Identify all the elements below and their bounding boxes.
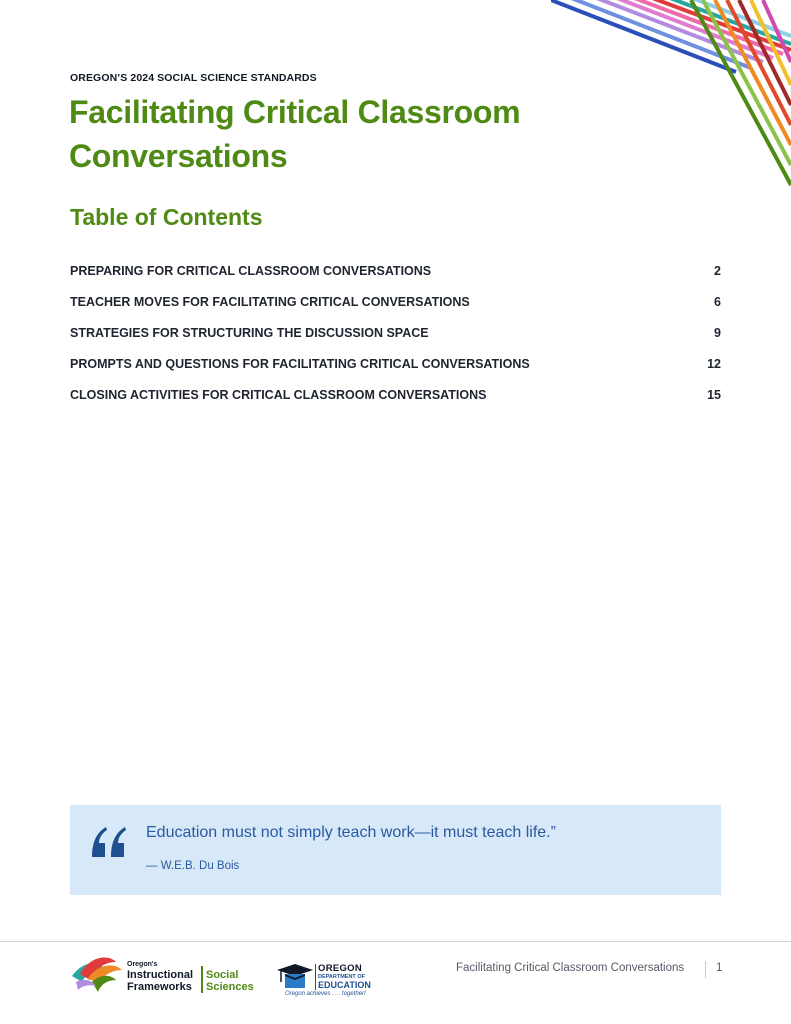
logo-small-text: Oregon's (127, 961, 158, 968)
ode-tagline: Oregon achieves . . . together! (285, 991, 366, 997)
table-of-contents (70, 255, 721, 410)
toc-entry-closing[interactable] (70, 379, 721, 410)
ode-education-text: EDUCATION (318, 980, 371, 990)
toc-entry-prompts[interactable] (70, 348, 721, 379)
instructional-frameworks-logo (70, 952, 260, 996)
quote-author: — W.E.B. Du Bois (146, 860, 240, 872)
logo-line1: Instructional (127, 969, 194, 981)
quote-callout (70, 805, 721, 895)
toc-entry-label: PROMPTS AND QUESTIONS FOR FACILITATING CRITICAL CONVERSATIONS (70, 356, 530, 371)
quote-mark-icon (88, 825, 128, 859)
page-title: Facilitating Critical Classroom Conversations (69, 94, 521, 174)
toc-entry-preparing[interactable] (70, 255, 721, 286)
oregon-education-logo (275, 962, 375, 1002)
footer-page-number: 1 (716, 962, 723, 974)
toc-entry-label: STRATEGIES FOR STRUCTURING THE DISCUSSION SPACE (70, 325, 429, 340)
toc-entry-strategies[interactable] (70, 317, 721, 348)
toc-entry-label: PREPARING FOR CRITICAL CLASSROOM CONVERSATIONS (70, 263, 432, 278)
footer-document-title: Facilitating Critical Classroom Conversations (456, 962, 685, 974)
toc-entry-label: CLOSING ACTIVITIES FOR CRITICAL CLASSROOM CONVERSATIONS (70, 387, 487, 402)
toc-entry-page: 15 (707, 387, 721, 402)
quote-text: Education must not simply teach work—it must teach life.” (146, 824, 556, 841)
ode-department-text: DEPARTMENT OF (318, 974, 365, 980)
toc-heading: Table of Contents (70, 204, 263, 230)
ode-oregon-text: OREGON (318, 963, 363, 974)
standards-eyebrow: OREGON’S 2024 SOCIAL SCIENCE STANDARDS (70, 72, 317, 84)
bird-logo-icon (70, 952, 126, 996)
logo-subject-line1: Social (206, 969, 239, 981)
footer-divider (0, 941, 791, 942)
toc-entry-teacher-moves[interactable] (70, 286, 721, 317)
toc-entry-page: 12 (707, 356, 721, 371)
logo-separator (201, 966, 203, 993)
logo-line2: Frameworks (127, 981, 192, 993)
toc-entry-page: 2 (714, 263, 721, 278)
footer-separator (705, 961, 706, 978)
logo-subject-line2: Sciences (206, 981, 254, 993)
toc-entry-page: 6 (714, 294, 721, 309)
toc-entry-label: TEACHER MOVES FOR FACILITATING CRITICAL CONVERSATIONS (70, 294, 470, 309)
toc-entry-page: 9 (714, 325, 721, 340)
ode-separator (315, 964, 316, 990)
graduation-cap-icon (275, 962, 315, 994)
